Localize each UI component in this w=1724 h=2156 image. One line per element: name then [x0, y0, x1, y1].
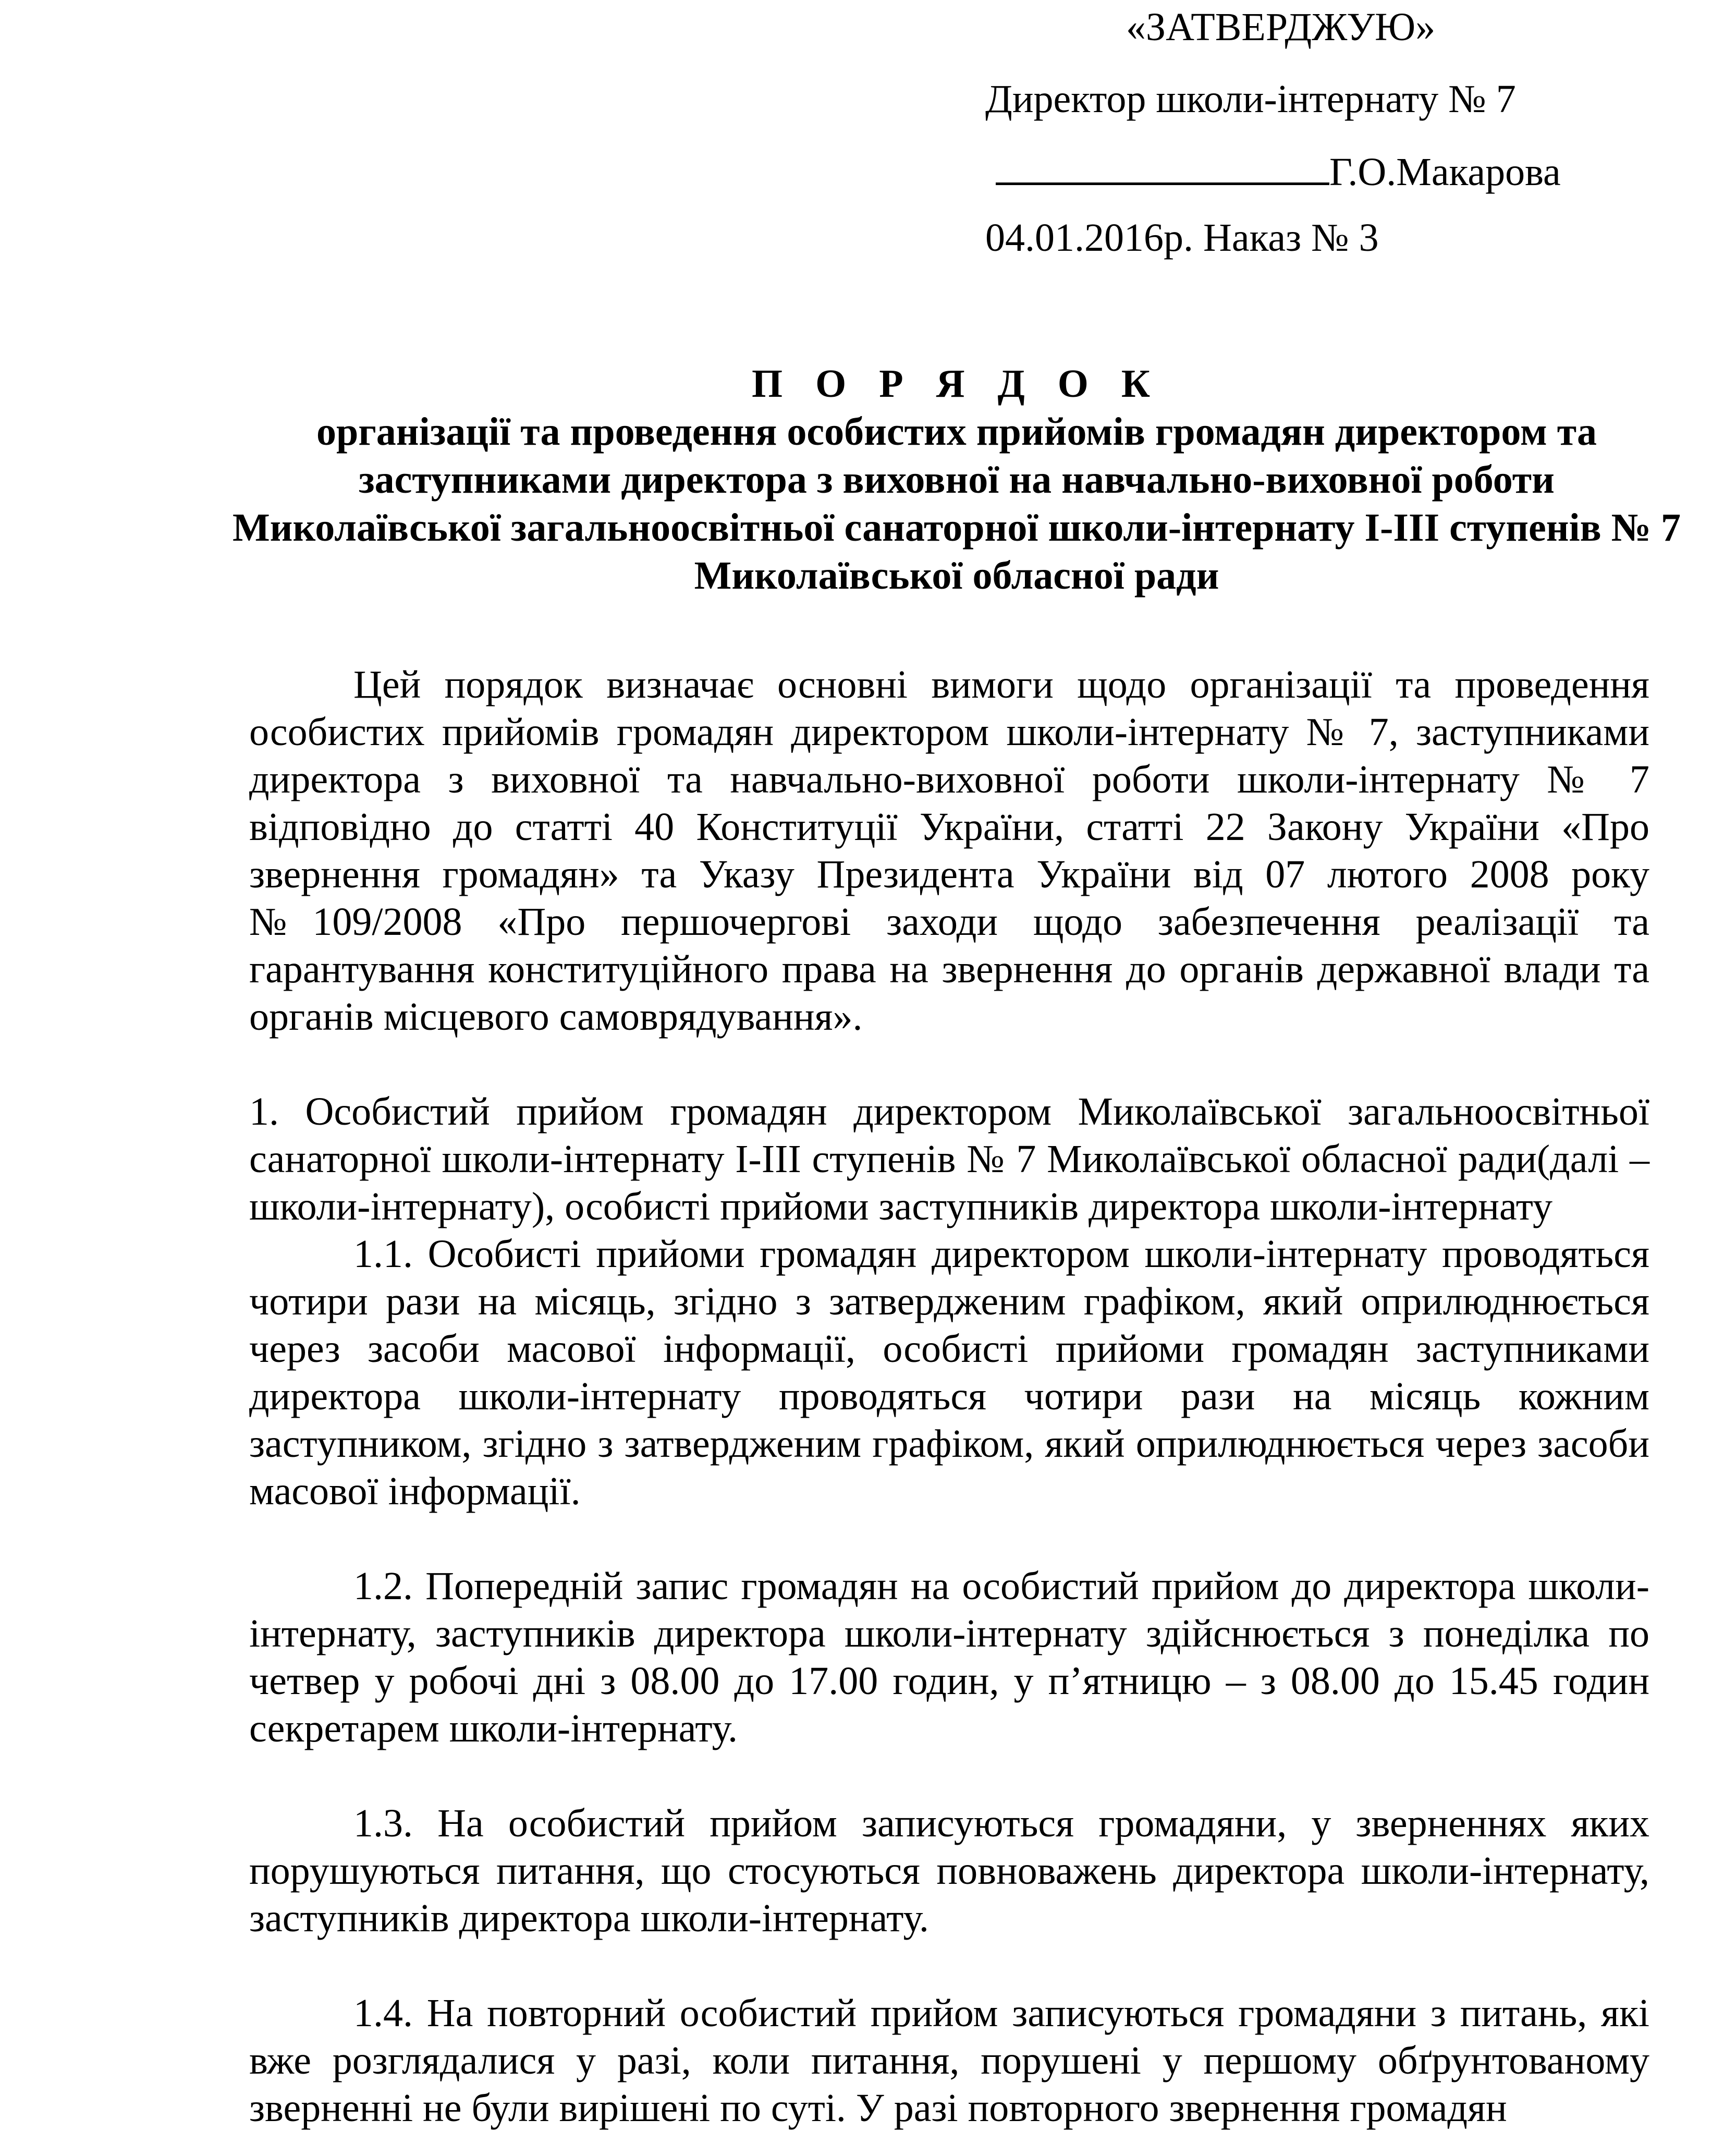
paragraph-gap	[249, 1041, 1649, 1088]
paragraph-gap	[249, 1942, 1649, 1990]
item-1-3-paragraph: 1.3. На особистий прийом записуються громадяни, у зверненнях яких порушуються питання, що стосуються повноважень директора школи-інтернату, заступників директора школи-інтернату.	[249, 1801, 1649, 1940]
approval-title: «ЗАТВЕРДЖУЮ»	[1126, 5, 1436, 49]
approval-position: Директор школи-інтернату № 7	[985, 77, 1516, 121]
approval-signature	[996, 150, 1561, 192]
item-1-4-paragraph: 1.4. На повторний особистий прийом записуються громадяни з питань, які вже розглядалися у разі, коли питання, порушені у першому обґрунтованому зверненні не були вирішені по суті. У разі повторного звернення громадян	[249, 1991, 1649, 2130]
signature-line	[996, 150, 1329, 185]
intro-paragraph: Цей порядок визначає основні вимоги щодо організації та проведення особистих прийомів громадян директором школи-інтернату № 7, заступниками директора з виховної та навчально-виховної роботи школи-інтернату № 7 відповідно до статті 40 Конституції України, статті 22 Закону України «Про звернення громадян» та Указу Президента України від 07 лютого 2008 року №109/2008 «Про першочергові заходи щодо забезпечення реалізації та гарантування конституційного права на звернення до органів державної влади та органів місцевого самоврядування».	[249, 663, 1649, 1039]
item-1-2-paragraph: 1.2. Попередній запис громадян на особистий прийом до директора школи-інтернату, заступників директора школи-інтернату здійснюється з понеділка по четвер у робочі дні з 08.00 до 17.00 годин, у п’ятницю – з 08.00 до 15.45 годин секретарем школи-інтернату.	[249, 1564, 1649, 1750]
document-body	[249, 661, 1649, 2132]
approval-signature-name: Г.О.Макарова	[1329, 150, 1561, 194]
section-1-paragraph: 1. Особистий прийом громадян директором Миколаївської загальноосвітньої санаторної школи-інтернату I-III ступенів № 7 Миколаївської обласної ради(далі – школи-інтернату), особисті прийоми заступників директора школи-інтернату	[249, 1090, 1649, 1228]
approval-order: 04.01.2016р. Наказ № 3	[985, 216, 1379, 260]
document-subtitle: організації та проведення особистих прийомів громадян директором та заступниками директора з виховної на навчально-виховної роботи Миколаївської загальноосвітньої санаторної школи-інтернату I-III ступенів № 7 Миколаївської обласної ради	[232, 410, 1681, 598]
paragraph-gap	[249, 1515, 1649, 1563]
paragraph-gap	[249, 1752, 1649, 1800]
document-title: П О Р Я Д О К	[751, 362, 1162, 406]
item-1-1-paragraph: 1.1. Особисті прийоми громадян директором школи-інтернату проводяться чотири рази на місяць, згідно з затвердженим графіком, який оприлюднюється через засоби масової інформації, особисті прийоми громадян заступниками директора школи-інтернату проводяться чотири рази на місяць кожним заступником, згідно з затвердженим графіком, який оприлюднюється через засоби масової інформації.	[249, 1232, 1649, 1513]
document-heading	[224, 360, 1689, 600]
